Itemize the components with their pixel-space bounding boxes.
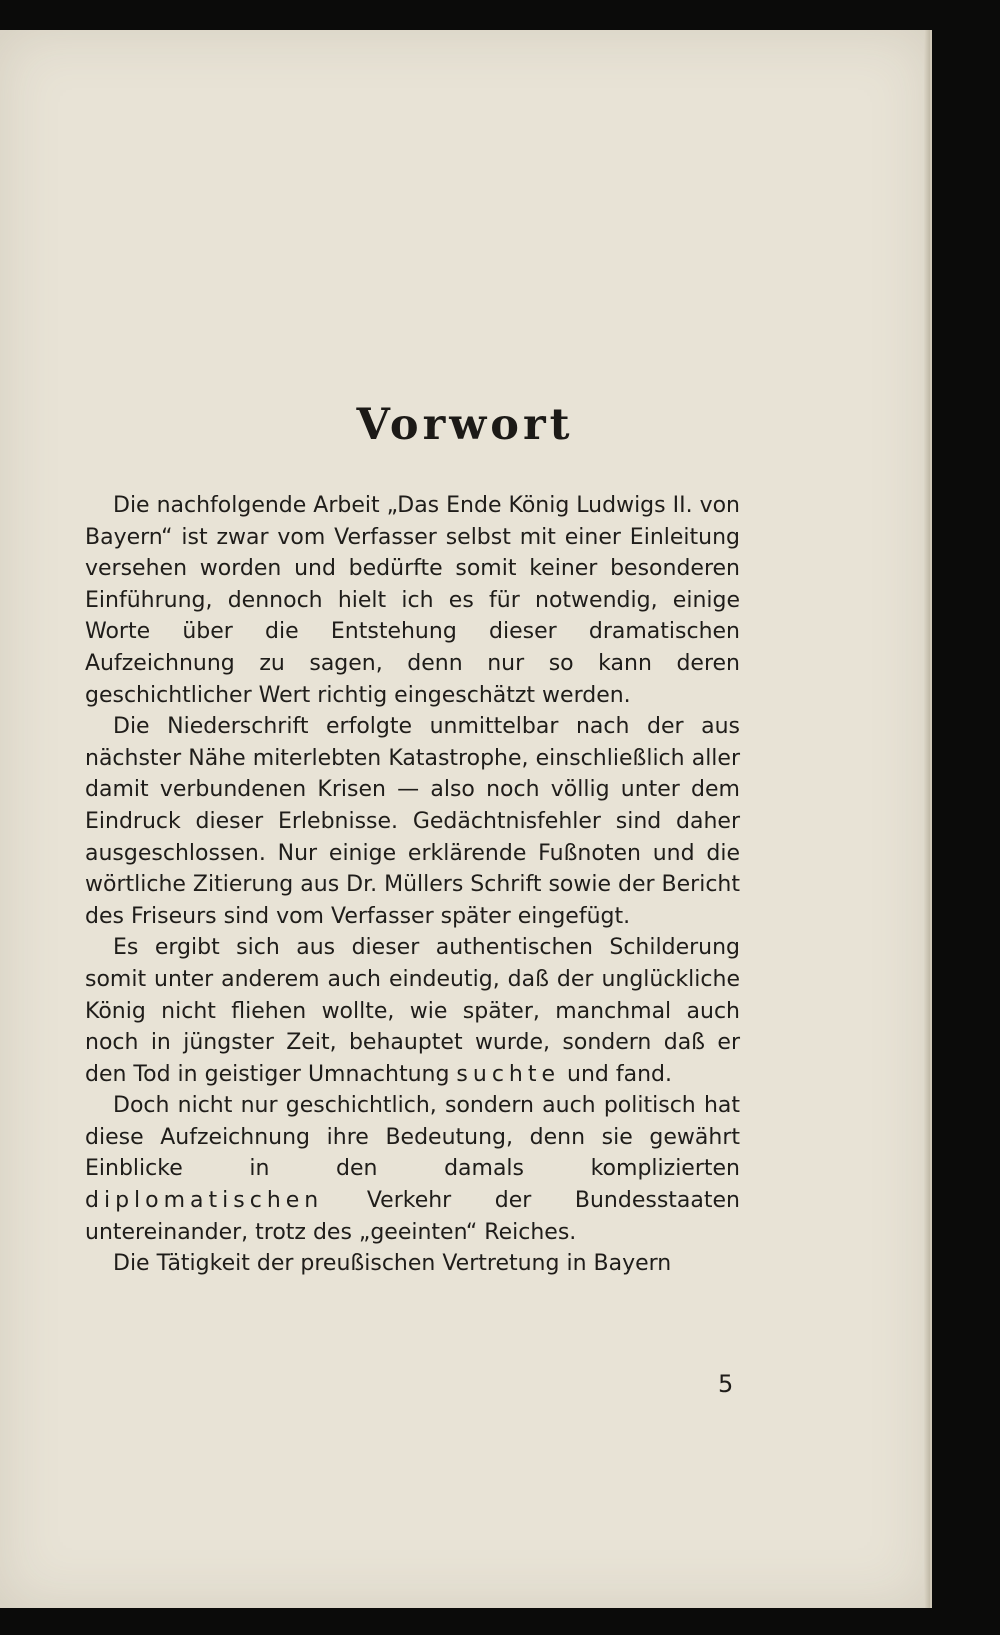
paragraph-4-text-before: Doch nicht nur geschichtlich, sondern auch politisch hat diese Aufzeichnung ihre Bedeutung, denn sie gewährt Einblicke in den damals komplizierten	[85, 1093, 740, 1182]
paragraph-3-emphasis: suchte	[456, 1061, 561, 1087]
paragraph-4-emphasis: diplomatischen	[85, 1188, 324, 1214]
page-title: Vorwort	[356, 400, 574, 450]
paragraph-3-text-before: Es ergibt sich aus dieser authentischen Schilderung somit unter anderem auch eindeutig, daß der unglückliche König nicht fliehen wollte, wie später, manchmal auch noch in jüngster Zeit, behauptet wurde, sondern daß er den Tod in geistiger Umnachtung	[85, 935, 740, 1087]
paragraph-4-text-after: Verkehr der Bundesstaaten untereinander, trotz des „geeinten“ Reiches.	[85, 1188, 740, 1245]
paragraph-5: Die Tätigkeit der preußischen Vertretung in Bayern	[113, 1251, 672, 1277]
paragraph-4	[85, 1090, 740, 1248]
page-number: 5	[718, 1370, 734, 1398]
preface-body	[85, 490, 740, 1280]
paragraph-3-text-after: und fand.	[560, 1061, 672, 1087]
paragraph-2: Die Niederschrift erfolgte unmittelbar nach der aus nächster Nähe miterlebten Katastrophe, einschließlich aller damit verbundenen Krisen — also noch völlig unter dem Eindruck dieser Erlebnisse. Gedächtnisfehler sind daher ausgeschlossen. Nur einige erklärende Fußnoten und die wörtliche Zitierung aus Dr. Müllers Schrift sowie der Bericht des Friseurs sind vom Verfasser später eingefügt.	[85, 714, 740, 929]
paragraph-3	[85, 932, 740, 1090]
paragraph-1: Die nachfolgende Arbeit „Das Ende König Ludwigs II. von Bayern“ ist zwar vom Verfasser selbst mit einer Einleitung versehen worden und bedürfte somit keiner besonderen Einführung, dennoch hielt ich es für notwendig, einige Worte über die Entstehung dieser dramatischen Aufzeichnung zu sagen, denn nur so kann deren geschichtlicher Wert richtig eingeschätzt werden.	[85, 493, 740, 708]
book-page	[0, 30, 932, 1608]
